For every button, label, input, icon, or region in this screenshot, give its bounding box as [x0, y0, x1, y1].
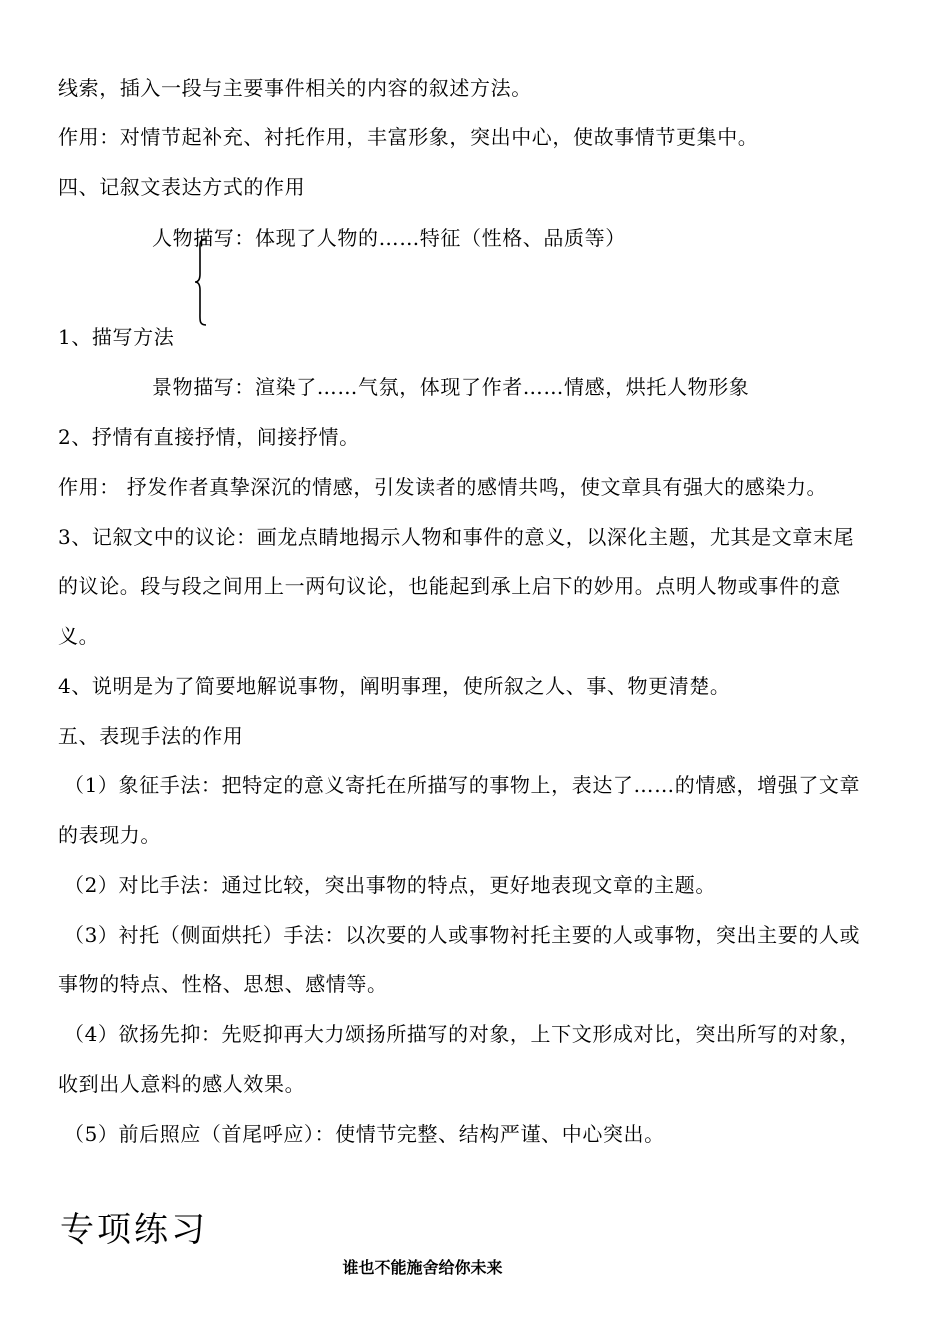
- technique-4-cont: 收到出人意料的感人效果。: [58, 1072, 306, 1096]
- technique-3: （3）衬托（侧面烘托）手法：以次要的人或事物衬托主要的人或事物，突出主要的人或: [64, 923, 861, 947]
- item-1-description-methods: 1、描写方法: [58, 325, 175, 349]
- technique-3-cont: 事物的特点、性格、思想、感情等。: [58, 972, 388, 996]
- section-title: 专项练习: [60, 1210, 208, 1250]
- section-heading-4: 四、记叙文表达方式的作用: [58, 175, 306, 199]
- character-description-line: 人物描写：体现了人物的……特征（性格、品质等）: [152, 226, 626, 250]
- scene-description-line: 景物描写：渲染了……气氛，体现了作者……情感，烘托人物形象: [152, 375, 750, 399]
- item-2-lyric: 2、抒情有直接抒情，间接抒情。: [58, 425, 360, 449]
- technique-5: （5）前后照应（首尾呼应）：使情节完整、结构严谨、中心突出。: [64, 1122, 665, 1146]
- item-4-explanation: 4、说明是为了简要地解说事物，阐明事理，使所叙之人、事、物更清楚。: [58, 674, 731, 698]
- line-1: 线索，插入一段与主要事件相关的内容的叙述方法。: [58, 76, 532, 100]
- item-3-discussion-cont: 的议论。段与段之间用上一两句议论，也能起到承上启下的妙用。点明人物或事件的意: [58, 574, 841, 598]
- technique-2: （2）对比手法：通过比较，突出事物的特点，更好地表现文章的主题。: [64, 873, 716, 897]
- line-effect-lyric: 作用： 抒发作者真挚深沉的情感，引发读者的感情共鸣，使文章具有强大的感染力。: [58, 475, 828, 499]
- item-3-discussion-end: 义。: [58, 624, 100, 648]
- section-heading-5: 五、表现手法的作用: [58, 724, 244, 748]
- curly-brace-icon: [194, 238, 208, 326]
- page-footer: 谁也不能施舍给你未来: [342, 1258, 503, 1277]
- technique-1: （1）象征手法：把特定的意义寄托在所描写的事物上，表达了……的情感，增强了文章: [64, 773, 861, 797]
- item-3-discussion: 3、记叙文中的议论：画龙点睛地揭示人物和事件的意义，以深化主题，尤其是文章末尾: [58, 525, 855, 549]
- line-2: 作用：对情节起补充、衬托作用，丰富形象，突出中心，使故事情节更集中。: [58, 125, 759, 149]
- technique-4: （4）欲扬先抑：先贬抑再大力颂扬所描写的对象，上下文形成对比，突出所写的对象，: [64, 1022, 861, 1046]
- technique-1-cont: 的表现力。: [58, 823, 161, 847]
